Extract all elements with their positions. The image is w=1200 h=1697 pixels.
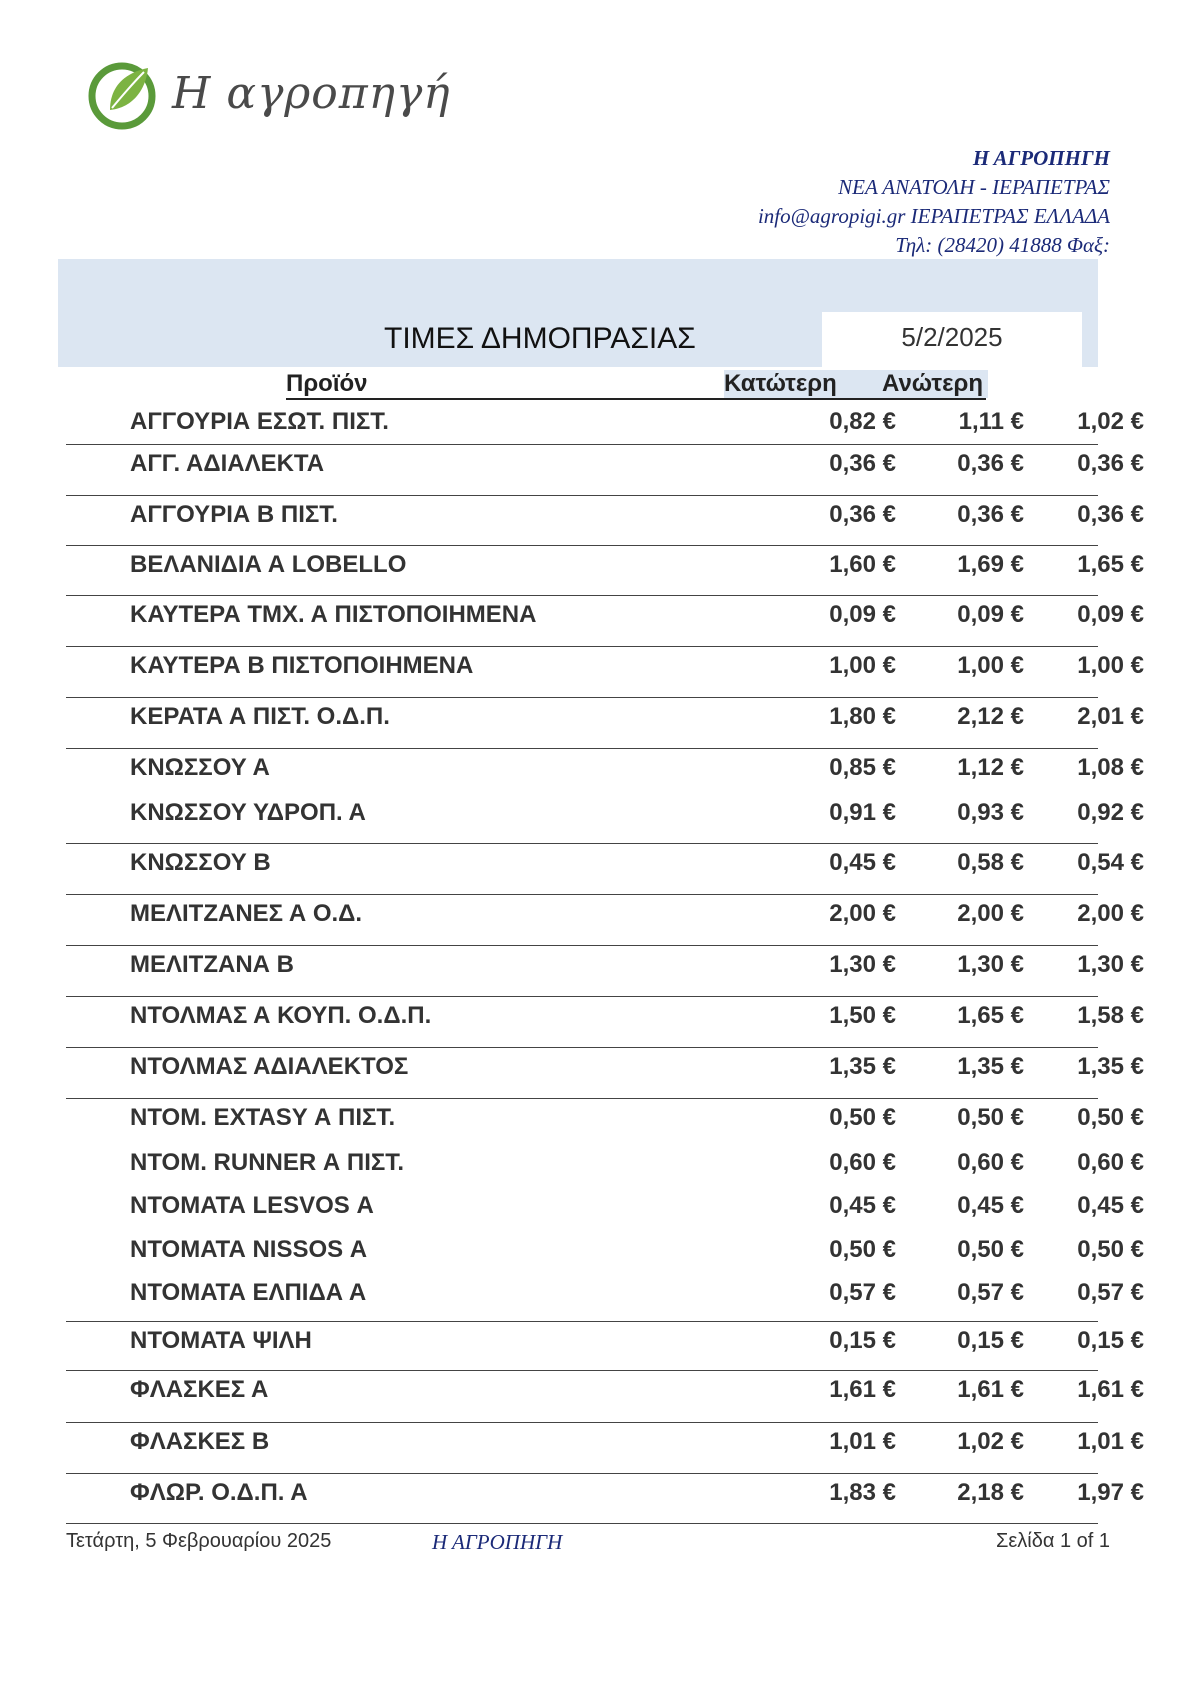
price-min: 0,60 € [829, 1149, 896, 1176]
row-divider [66, 1370, 1098, 1371]
price-max: 1,11 € [958, 408, 1024, 435]
row-divider [66, 495, 1098, 496]
price-max: 2,18 € [957, 1479, 1024, 1506]
price-min: 0,09 € [829, 601, 896, 628]
row-divider [66, 894, 1098, 895]
price-max: 0,36 € [957, 450, 1024, 477]
price-avg: 0,09 € [1077, 601, 1144, 628]
price-min: 1,01 € [829, 1428, 896, 1455]
price-avg: 0,54 € [1077, 849, 1144, 876]
page-title: ΤΙΜΕΣ ΔΗΜΟΠΡΑΣΙΑΣ [384, 322, 696, 355]
product-name: ΒΕΛΑΝΙΔΙΑ Α LOBELLO [130, 551, 407, 578]
price-avg: 1,08 € [1077, 754, 1144, 781]
price-min: 1,61 € [829, 1376, 896, 1403]
price-avg: 1,97 € [1077, 1479, 1144, 1506]
price-min: 1,00 € [829, 652, 896, 679]
auction-date: 5/2/2025 [901, 322, 1003, 352]
row-divider [66, 545, 1098, 546]
product-name: ΜΕΛΙΤΖΑΝΑ Β [130, 951, 294, 978]
price-avg: 1,61 € [1077, 1376, 1144, 1403]
row-divider [66, 646, 1098, 647]
product-name: ΚΝΩΣΣΟΥ Α [130, 754, 270, 781]
product-name: ΚΝΩΣΣΟΥ Β [130, 849, 271, 876]
product-name: ΦΛΑΣΚΕΣ Α [130, 1376, 269, 1403]
company-info [758, 144, 1110, 260]
product-name: ΝΤΟΛΜΑΣ ΑΔΙΑΛΕΚΤΟΣ [130, 1053, 409, 1080]
price-avg: 0,36 € [1077, 501, 1144, 528]
row-divider [66, 595, 1098, 596]
price-min: 1,60 € [829, 551, 896, 578]
price-max: 1,12 € [957, 754, 1024, 781]
column-header-product: Προϊόν [286, 370, 368, 397]
price-max: 0,58 € [957, 849, 1024, 876]
row-divider [66, 1523, 1098, 1524]
company-phone: Τηλ: (28420) 41888 Φαξ: [895, 233, 1110, 257]
product-name: ΚΑΥΤΕΡΑ ΤΜΧ. Α ΠΙΣΤΟΠΟΙΗΜΕΝΑ [130, 601, 537, 628]
product-name: ΜΕΛΙΤΖΑΝΕΣ Α Ο.Δ. [130, 900, 363, 927]
product-name: ΝΤΟΛΜΑΣ Α ΚΟΥΠ. Ο.Δ.Π. [130, 1002, 432, 1029]
row-divider [66, 697, 1098, 698]
price-avg: 0,92 € [1077, 799, 1144, 826]
price-max: 0,93 € [957, 799, 1024, 826]
price-min: 0,91 € [829, 799, 896, 826]
product-name: ΚΕΡΑΤΑ Α ΠΙΣΤ. Ο.Δ.Π. [130, 703, 390, 730]
price-avg: 1,35 € [1077, 1053, 1144, 1080]
company-email: info@agropigi.gr ΙΕΡΑΠΕΤΡΑΣ ΕΛΛΑΔΑ [757, 204, 1110, 228]
company-name: Η ΑΓΡΟΠΗΓΗ [972, 146, 1110, 170]
price-min: 1,83 € [829, 1479, 896, 1506]
logo [84, 54, 451, 144]
price-max: 1,61 € [957, 1376, 1024, 1403]
product-name: ΝΤΟΜΑΤΑ ΕΛΠΙΔΑ Α [130, 1279, 367, 1306]
row-divider [66, 748, 1098, 749]
price-avg: 0,45 € [1077, 1192, 1144, 1219]
price-max: 0,60 € [957, 1149, 1024, 1176]
price-max: 0,36 € [957, 501, 1024, 528]
logo-text: Η αγροπηγή [172, 68, 451, 119]
price-max: 2,12 € [957, 703, 1024, 730]
row-divider [66, 843, 1098, 844]
price-avg: 1,00 € [1077, 652, 1144, 679]
footer-page: Σελίδα 1 of 1 [995, 1530, 1110, 1552]
price-avg: 0,50 € [1077, 1104, 1144, 1131]
product-name: ΑΓΓ. ΑΔΙΑΛΕΚΤΑ [130, 450, 325, 477]
column-header-min: Κατώτερη [724, 370, 837, 397]
price-avg: 0,36 € [1077, 450, 1144, 477]
row-divider [66, 1098, 1098, 1099]
row-divider [66, 996, 1098, 997]
price-min: 0,15 € [829, 1327, 896, 1354]
row-divider [66, 945, 1098, 946]
product-name: ΝΤΟΜΑΤΑ NISSOS Α [130, 1236, 368, 1263]
price-avg: 0,60 € [1077, 1149, 1144, 1176]
product-name: ΑΓΓΟΥΡΙΑ ΕΣΩΤ. ΠΙΣΤ. [130, 408, 389, 435]
price-min: 0,82 € [829, 408, 896, 435]
price-min: 0,45 € [829, 849, 896, 876]
price-max: 1,35 € [957, 1053, 1024, 1080]
price-min: 0,57 € [829, 1279, 896, 1306]
product-name: ΝΤΟΜΑΤΑ LESVOS Α [130, 1192, 374, 1219]
product-name: ΝΤΟΜΑΤΑ ΨΙΛΗ [130, 1327, 312, 1354]
price-avg: 2,00 € [1077, 900, 1144, 927]
price-min: 0,45 € [829, 1192, 896, 1219]
price-min: 0,50 € [829, 1104, 896, 1131]
price-min: 1,30 € [829, 951, 896, 978]
price-max: 0,50 € [957, 1104, 1024, 1131]
price-max: 1,65 € [957, 1002, 1024, 1029]
price-avg: 0,15 € [1077, 1327, 1144, 1354]
price-max: 1,02 € [957, 1428, 1024, 1455]
row-divider [66, 1047, 1098, 1048]
price-avg: 1,30 € [1077, 951, 1144, 978]
price-avg: 1,58 € [1077, 1002, 1144, 1029]
product-name: ΚΝΩΣΣΟΥ ΥΔΡΟΠ. Α [130, 799, 366, 826]
price-max: 0,50 € [957, 1236, 1024, 1263]
row-divider [66, 444, 1098, 445]
price-avg: 0,57 € [1077, 1279, 1144, 1306]
company-address: ΝΕΑ ΑΝΑΤΟΛΗ - ΙΕΡΑΠΕΤΡΑΣ [838, 175, 1110, 199]
price-avg: 2,01 € [1077, 703, 1144, 730]
price-min: 2,00 € [829, 900, 896, 927]
row-divider [66, 1473, 1098, 1474]
product-name: ΦΛΩΡ. Ο.Δ.Π. Α [130, 1479, 308, 1506]
price-min: 1,80 € [829, 703, 896, 730]
row-divider [66, 1321, 1098, 1322]
price-min: 0,36 € [829, 450, 896, 477]
footer-company: Η ΑΓΡΟΠΗΓΗ [432, 1530, 563, 1554]
price-min: 0,85 € [829, 754, 896, 781]
price-avg: 1,01 € [1077, 1428, 1144, 1455]
price-max: 1,30 € [957, 951, 1024, 978]
footer-date: Τετάρτη, 5 Φεβρουαρίου 2025 [66, 1530, 332, 1552]
column-header-max: Ανώτερη [882, 370, 984, 397]
price-max: 1,69 € [957, 551, 1024, 578]
product-name: ΦΛΑΣΚΕΣ Β [130, 1428, 270, 1455]
date-box [822, 312, 1082, 367]
price-max: 0,09 € [957, 601, 1024, 628]
price-max: 0,15 € [957, 1327, 1024, 1354]
product-name: ΝΤΟΜ. RUNNER Α ΠΙΣΤ. [130, 1149, 404, 1176]
price-max: 0,57 € [957, 1279, 1024, 1306]
product-name: ΑΓΓΟΥΡΙΑ Β ΠΙΣΤ. [130, 501, 338, 528]
price-min: 1,50 € [829, 1002, 896, 1029]
price-avg: 0,50 € [1077, 1236, 1144, 1263]
price-avg: 1,02 € [1077, 408, 1144, 435]
product-name: ΚΑΥΤΕΡΑ Β ΠΙΣΤΟΠΟΙΗΜΕΝΑ [130, 652, 474, 679]
price-min: 1,35 € [829, 1053, 896, 1080]
price-max: 1,00 € [957, 652, 1024, 679]
price-max: 0,45 € [957, 1192, 1024, 1219]
row-divider [66, 1422, 1098, 1423]
price-min: 0,50 € [829, 1236, 896, 1263]
price-min: 0,36 € [829, 501, 896, 528]
leaf-logo-icon [84, 54, 164, 134]
header-underline [286, 398, 986, 400]
product-name: ΝΤΟΜ. EXTASY Α ΠΙΣΤ. [130, 1104, 396, 1131]
price-max: 2,00 € [957, 900, 1024, 927]
price-avg: 1,65 € [1077, 551, 1144, 578]
